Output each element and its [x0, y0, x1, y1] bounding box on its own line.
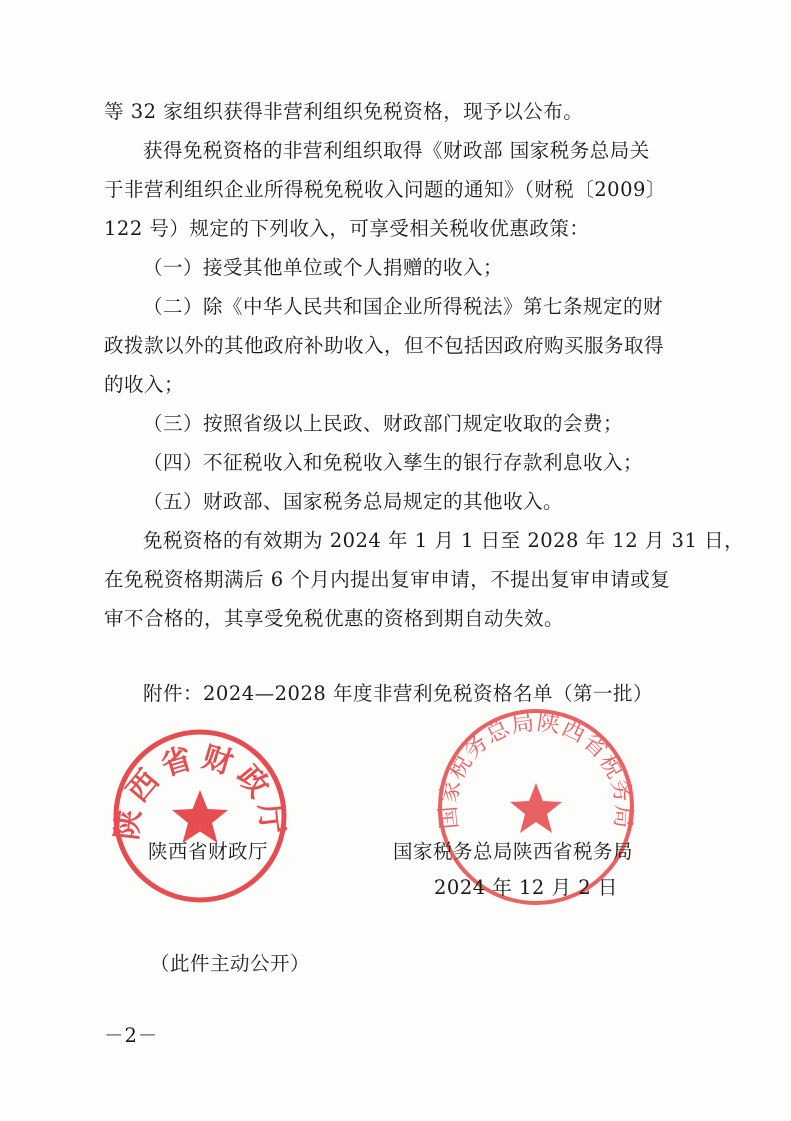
paragraph-income-intro-line2: 于非营利组织企业所得税免税收入问题的通知》（财税〔2009〕 — [104, 178, 666, 201]
seal-star-icon — [510, 783, 562, 833]
list-item-4: （四）不征税收入和免税收入孳生的银行存款利息收入； — [143, 451, 644, 474]
list-item-2-line1: （二）除《中华人民共和国企业所得税法》第七条规定的财 — [143, 295, 664, 318]
list-item-2-line2: 政拨款以外的其他政府补助收入，但不包括因政府购买服务取得 — [104, 334, 665, 357]
list-item-2-line3: 的收入； — [104, 373, 185, 396]
paragraph-income-intro-line1: 获得免税资格的非营利组织取得《财政部 国家税务总局关 — [143, 139, 650, 162]
seal-right-arc-text: 国家税务总局陕西省税务局 — [435, 709, 637, 831]
list-item-5: （五）财政部、国家税务总局规定的其他收入。 — [143, 490, 564, 513]
list-item-1: （一）接受其他单位或个人捐赠的收入； — [143, 256, 504, 279]
attachment-line: 附件：2024—2028 年度非营利免税资格名单（第一批） — [143, 682, 653, 705]
signature-date: 2024 年 12 月 2 日 — [434, 876, 618, 899]
paragraph-income-intro-line3: 122 号）规定的下列收入，可享受相关税收优惠政策： — [104, 217, 590, 240]
signature-tax-bureau: 国家税务总局陕西省税务局 — [393, 840, 634, 863]
paragraph-validity-line3: 审不合格的，其享受免税优惠的资格到期自动失效。 — [104, 607, 565, 630]
paragraph-validity-line2: 在免税资格期满后 6 个月内提出复审申请，不提出复审申请或复 — [104, 568, 671, 591]
paragraph-validity-line1: 免税资格的有效期为 2024 年 1 月 1 日至 2028 年 12 月 31 日， — [143, 529, 745, 552]
finance-department-seal — [110, 726, 290, 906]
page-number: －2－ — [104, 1024, 159, 1047]
list-item-3: （三）按照省级以上民政、财政部门规定收取的会费； — [143, 412, 624, 435]
seal-left-arc-text: 陕西省财政厅 — [110, 739, 290, 842]
public-disclosure-note: （此件主动公开） — [150, 952, 311, 975]
paragraph-continuation: 等 32 家组织获得非营利组织免税资格，现予以公布。 — [104, 100, 584, 123]
signature-finance-department: 陕西省财政厅 — [148, 840, 269, 863]
document-body — [104, 92, 745, 638]
